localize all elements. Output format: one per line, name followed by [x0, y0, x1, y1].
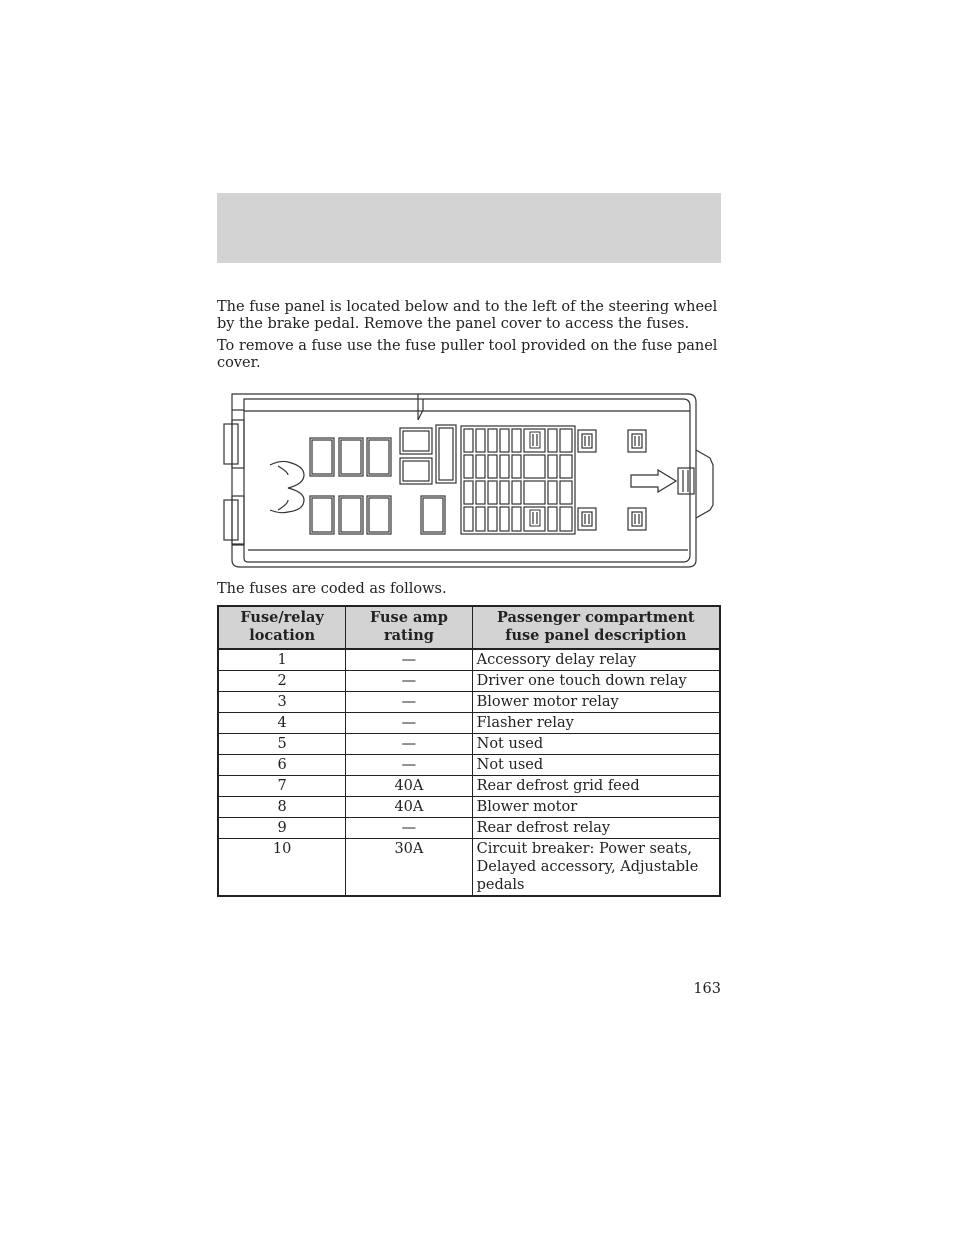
small-relay-bottom-2	[628, 508, 646, 530]
table-row	[218, 692, 720, 713]
fuse-panel-location-paragraph: The fuse panel is located below and to the left of the steering wheel by the brake pedal. Remove the panel cover to access the fuses.	[217, 299, 718, 332]
cell-description: Rear defrost relay	[472, 818, 720, 839]
small-relay-top-2	[628, 430, 646, 452]
curve-connector	[270, 461, 304, 512]
cell-description: Not used	[472, 734, 720, 755]
cell-amp: —	[346, 818, 472, 839]
cell-location: 5	[218, 734, 346, 755]
cell-description: Accessory delay relay	[472, 649, 720, 671]
table-row	[218, 734, 720, 755]
cell-amp: —	[346, 692, 472, 713]
cell-location: 7	[218, 776, 346, 797]
cell-amp: 40A	[346, 797, 472, 818]
cell-amp: —	[346, 671, 472, 692]
fuse-table	[217, 605, 721, 897]
maxi-fuse-1	[400, 428, 432, 454]
relay-5	[339, 496, 363, 534]
mini-fuse-grid	[461, 426, 575, 534]
table-row	[218, 755, 720, 776]
relay-6	[367, 496, 391, 534]
cell-amp: —	[346, 649, 472, 671]
table-row	[218, 776, 720, 797]
table-row	[218, 818, 720, 839]
relay-1	[310, 438, 334, 476]
fuse-removal-paragraph: To remove a fuse use the fuse puller tool provided on the fuse panel cover.	[217, 338, 718, 371]
table-row	[218, 671, 720, 692]
small-relay-bottom-1	[578, 508, 596, 530]
relay-3	[367, 438, 391, 476]
header-description: Passenger compartment fuse panel description	[472, 606, 720, 649]
cell-description: Rear defrost grid feed	[472, 776, 720, 797]
cell-location: 10	[218, 839, 346, 897]
maxi-fuse-2	[400, 458, 432, 484]
cell-location: 3	[218, 692, 346, 713]
header-amp-rating: Fuse amp rating	[346, 606, 472, 649]
cell-location: 1	[218, 649, 346, 671]
fuse-panel-diagram	[218, 390, 723, 570]
left-connector-bottom	[224, 500, 238, 540]
cell-amp: —	[346, 713, 472, 734]
cell-amp: —	[346, 734, 472, 755]
cell-description: Flasher relay	[472, 713, 720, 734]
cell-location: 2	[218, 671, 346, 692]
cell-location: 9	[218, 818, 346, 839]
cell-description: Driver one touch down relay	[472, 671, 720, 692]
table-row	[218, 797, 720, 818]
cell-amp: 40A	[346, 776, 472, 797]
cell-amp: —	[346, 755, 472, 776]
left-connector-top	[224, 424, 238, 464]
table-row	[218, 839, 720, 897]
page-number: 163	[693, 981, 721, 997]
header-location: Fuse/relay location	[218, 606, 346, 649]
fuse-code-caption: The fuses are coded as follows.	[217, 581, 447, 597]
small-relay-top-1	[578, 430, 596, 452]
table-header-row	[218, 606, 720, 649]
arrow-icon	[631, 470, 676, 492]
table-row	[218, 649, 720, 671]
cell-description: Blower motor relay	[472, 692, 720, 713]
cell-location: 6	[218, 755, 346, 776]
cell-location: 8	[218, 797, 346, 818]
cell-location: 4	[218, 713, 346, 734]
cell-description: Not used	[472, 755, 720, 776]
relay-2	[339, 438, 363, 476]
table-row	[218, 713, 720, 734]
right-tab	[696, 450, 713, 518]
circuit-breaker	[421, 496, 445, 534]
section-header-band	[217, 193, 721, 263]
cell-amp: 30A	[346, 839, 472, 897]
relay-4	[310, 496, 334, 534]
cell-description: Blower motor	[472, 797, 720, 818]
cell-description: Circuit breaker: Power seats, Delayed accessory, Adjustable pedals	[472, 839, 720, 897]
